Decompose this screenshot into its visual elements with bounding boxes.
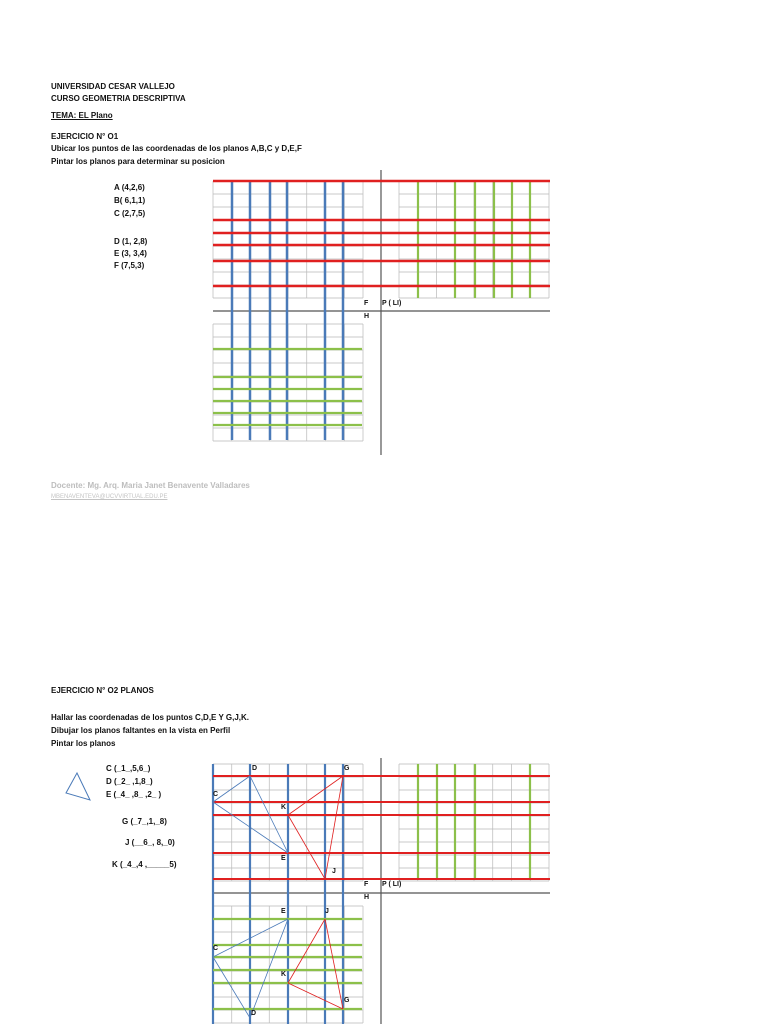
point-e: E (3, 3,4) xyxy=(114,249,147,258)
top-point-k: K xyxy=(281,971,287,978)
point2-e: E (_4_ ,8_ ,2_ ) xyxy=(106,790,162,799)
exercise2-instruction-2: Dibujar los planos faltantes en la vista en Perfil xyxy=(51,726,231,735)
course-title: CURSO GEOMETRIA DESCRIPTIVA xyxy=(51,94,186,103)
top-plane-gjk-edge xyxy=(325,919,343,1009)
teacher-name: Docente: Mg. Arq. Maria Janet Benavente Valladares xyxy=(51,481,250,490)
ex2-profile-label: P ( LI) xyxy=(382,881,402,888)
exercise2-instruction-3: Pintar los planos xyxy=(51,739,116,748)
topic-title: TEMA: EL Plano xyxy=(51,111,113,120)
triangle-icon xyxy=(66,773,90,800)
point2-j: J (__6_, 8,_0) xyxy=(125,838,175,847)
top-point-e: E xyxy=(281,908,286,915)
point-a: A (4,2,6) xyxy=(114,183,145,192)
point-b: B( 6,1,1) xyxy=(114,196,146,205)
top-point-g: G xyxy=(344,997,350,1004)
ex1-horizontal-label: H xyxy=(364,313,370,320)
ex1-frontal-label: F xyxy=(364,300,369,307)
front-point-g: G xyxy=(344,765,350,772)
front-point-j: J xyxy=(332,868,336,875)
exercise1-instruction-2: Pintar los planos para determinar su posicion xyxy=(51,157,225,166)
top-point-d: D xyxy=(251,1010,257,1017)
top-plane-gjk-edge xyxy=(288,983,343,1009)
exercise2-instruction-1: Hallar las coordenadas de los puntos C,D,E Y G,J,K. xyxy=(51,713,249,722)
front-point-k: K xyxy=(281,804,287,811)
ex2-horizontal-label: H xyxy=(364,894,370,901)
exercise2-title: EJERCICIO N° O2 PLANOS xyxy=(51,686,154,695)
university-title: UNIVERSIDAD CESAR VALLEJO xyxy=(51,82,175,91)
ex1-profile-label: P ( LI) xyxy=(382,300,402,307)
front-point-d: D xyxy=(252,765,258,772)
front-point-c: C xyxy=(213,791,219,798)
point-d: D (1, 2,8) xyxy=(114,237,148,246)
top-point-j: J xyxy=(325,908,329,915)
ex2-frontal-label: F xyxy=(364,881,369,888)
point2-d: D (_2_ ,1,8_) xyxy=(106,777,153,786)
front-plane-gjk-edge xyxy=(288,776,343,815)
point2-c: C (_1_,5,6_) xyxy=(106,764,151,773)
point-c: C (2,7,5) xyxy=(114,209,146,218)
front-point-e: E xyxy=(281,855,286,862)
point2-g: G (_7_,1,_8) xyxy=(122,817,167,826)
exercise1-instruction-1: Ubicar los puntos de las coordenadas de los planos A,B,C y D,E,F xyxy=(51,144,302,153)
exercise1-title: EJERCICIO N° O1 xyxy=(51,132,119,141)
point2-k: K (_4_,4 ,_____5) xyxy=(112,860,177,869)
top-point-c: C xyxy=(213,945,219,952)
point-f: F (7,5,3) xyxy=(114,261,145,270)
teacher-email[interactable]: MBENAVENTEVA@UCVVIRTUAL.EDU.PE xyxy=(51,494,168,500)
front-plane-gjk-edge xyxy=(325,776,343,879)
